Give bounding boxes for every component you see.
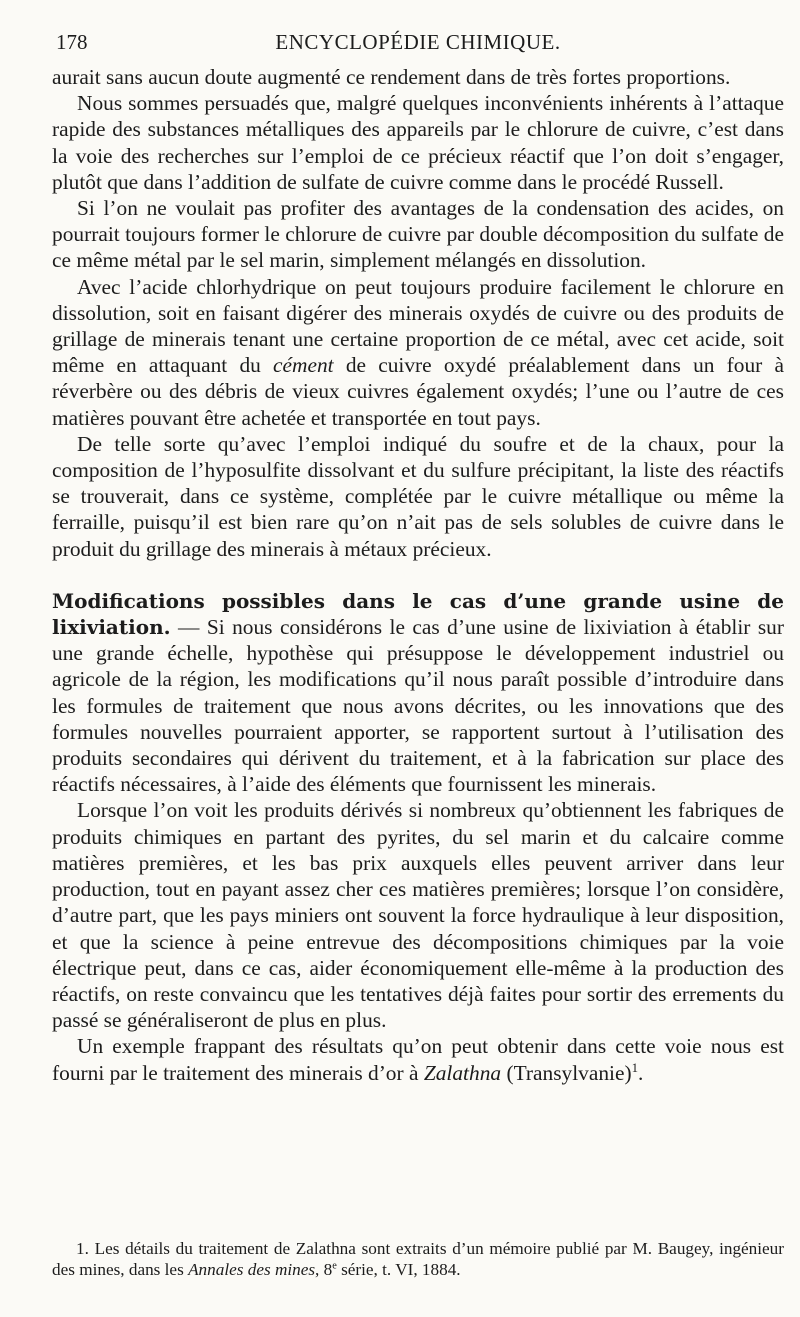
footnotes <box>52 1238 784 1280</box>
paragraph: Lorsque l’on voit les produits dérivés si nombreux qu’obtiennent les fabriques de produits chimiques en partant des pyrites, du sel marin et du calcaire comme matières premières, et les bas prix auxquels elles peuvent arriver dans leur production, tout en payant assez cher ces matières premières; lorsque l’on considère, d’autre part, que les pays miniers ont souvent la force hydraulique à leur disposition, et que la science à peine entrevue des décompositions chimiques par la voie électrique peut, dans ce cas, aider économiquement elle-même à la production des réactifs, on reste convaincu que les tentatives déjà faites pour sortir des errements du passé se généraliseront de plus en plus. <box>52 798 784 1033</box>
text-run: Un exemple frappant des résultats qu’on peut obtenir dans cette voie nous est fourni par le traitement des minerais d’or à <box>52 1034 784 1085</box>
text-run: (Transylvanie) <box>501 1060 632 1085</box>
text-run: de cuivre oxydé préalablement dans un four à réverbère ou des débris de vieux cuivres également oxydés; l’une ou l’autre de ces matières pouvant être achetée et transportée en tout pays. <box>52 353 784 430</box>
footnote-text: 1. Les détails du traitement de Zalathna sont extraits d’un mémoire publié par M. Baugey, ingénieur des mines, dans les <box>52 1239 784 1279</box>
superscript: e <box>332 1260 337 1272</box>
paragraph: Si l’on ne voulait pas profiter des avantages de la condensation des acides, on pourrait toujours former le chlorure de cuivre par double décomposition du sulfate de ce même métal par le sel marin, simplement mélangés en dissolution. <box>52 196 784 273</box>
text-run: . <box>638 1060 644 1085</box>
section-heading: Modifications possibles dans le cas d’une grande usine de lixiviation. <box>52 588 784 640</box>
section-gap <box>52 562 784 588</box>
paragraph: Nous sommes persuadés que, malgré quelques inconvénients inhérents à l’attaque rapide des substances métalliques des appareils par le chlorure de cuivre, c’est dans la voie des recherches sur l’emploi de ce précieux réactif que l’on doit s’engager, plutôt que dans l’addition de sulfate de cuivre comme dans le procédé Russell. <box>52 91 784 194</box>
italic-place: Zalathna <box>423 1060 502 1085</box>
footnote-ref: 1 <box>631 1060 639 1075</box>
text-run: Avec l’acide chlorhydrique on peut toujours produire facilement le chlorure en dissolution, soit en faisant digérer des minerais oxydés de cuivre ou des produits de grillage de minerais tenant une certaine proportion de ce métal, avec cet acide, soit même en attaquant du <box>52 274 784 378</box>
body-text <box>52 64 784 1086</box>
footnote-text: , 8 <box>315 1260 333 1279</box>
page-header <box>52 30 784 58</box>
paragraph: De telle sorte qu’avec l’emploi indiqué du soufre et de la chaux, pour la composition de l’hyposulfite dissolvant et du sulfure précipitant, la liste des réactifs se trouverait, dans ce système, complétée par le cuivre métallique ou même la ferraille, puisqu’il est bien rare qu’on n’ait pas de sels solubles de cuivre dans le produit du grillage des minerais à métaux précieux. <box>52 431 784 561</box>
journal-title: Annales des mines <box>188 1260 316 1279</box>
paragraph: aurait sans aucun doute augmenté ce rendement dans de très fortes proportions. <box>52 65 731 89</box>
footnote-text: série, t. VI, 1884. <box>336 1260 461 1279</box>
running-title: ENCYCLOPÉDIE CHIMIQUE. <box>275 30 561 54</box>
italic-term: cément <box>273 353 334 378</box>
paragraph <box>52 588 784 798</box>
paragraph <box>52 274 784 431</box>
paragraph <box>52 1033 784 1085</box>
footnote <box>52 1238 784 1280</box>
text-run: — Si nous considérons le cas d’une usine de lixiviation à établir sur une grande échelle, hypothèse qui présuppose le développement industriel ou agricole de la région, les modifications qu’il nous paraît possible d’introduire dans les formules de traitement que nous avons décrites, ou les innovations que des formules nouvelles pourraient apporter, se rapportent surtout à l’utilisation des produits secondaires qui dérivent du traitement, et à la fabrication sur place des réactifs nécessaires, à l’aide des éléments que fournissent les minerais. <box>52 615 784 797</box>
page-number: 178 <box>56 30 88 54</box>
